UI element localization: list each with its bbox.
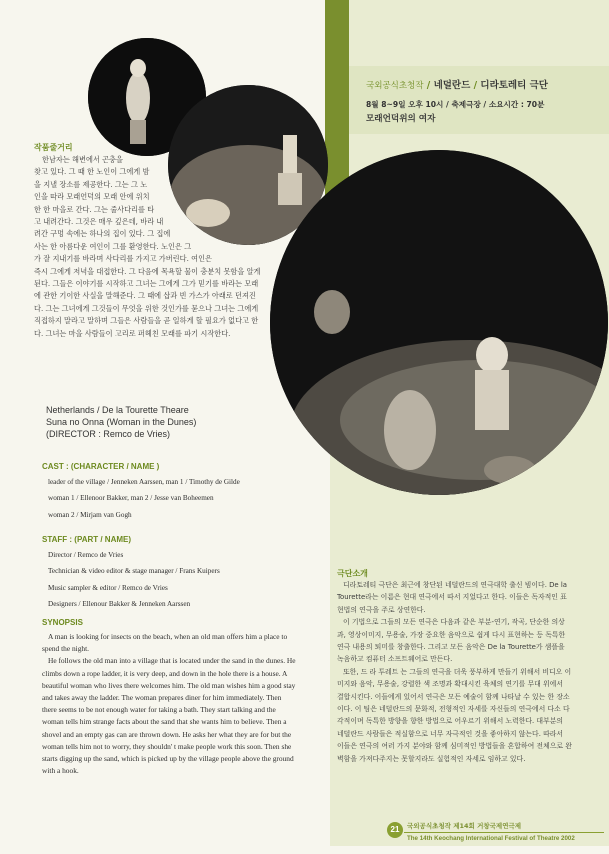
- company-intro-heading: 극단소개: [337, 569, 368, 578]
- text-line: 이 기법으로 그들의 모든 연극은 다음과 같은 부분-연기, 작곡, 단순한 의상: [343, 618, 565, 627]
- staff-line: Music sampler & editor / Remco de Vries: [48, 583, 168, 592]
- category-label: 국외공식초청작: [366, 81, 424, 91]
- schedule-line: 8월 8~9일 오후 10시 / 축제극장 / 소요시간 : 70분: [366, 100, 545, 109]
- production-title-block: [46, 404, 196, 440]
- cast-line: leader of the village / Jenneken Aarssen, man 1 / Timothy de Gilde: [48, 478, 240, 486]
- text-line: and takes away the ladder. The woman prepares diner for him immediately. Then: [42, 693, 282, 703]
- text-line: starts digging up the sand, which is picked up by the village people above the ground: [42, 754, 294, 764]
- text-line: He follows the old man into a village that is located under the sand in the dunes. He: [48, 656, 296, 666]
- text-line: 벽함을 가져다주지는 못할지라도 실험적인 자세로 임하고 있다.: [337, 754, 526, 763]
- cast-list: [48, 476, 240, 521]
- text-line: 미지와 음악, 무용술, 강렬한 색 조명과 확대시킨 육체의 연기를 무대 위에서: [337, 680, 563, 689]
- text-line: 이들은 연극의 여러 가지 분야와 함께 심미적인 방법들을 혼합하여 전체으로 완: [337, 742, 572, 751]
- staff-list: [48, 549, 220, 611]
- text-line: 즉시 그에게 저녁을 대접한다. 그 다음에 목욕할 물이 충분치 못함을 알게: [34, 266, 261, 276]
- production-header: 국외공식초청작 / 네덜란드 / 디라토레티 극단: [366, 80, 548, 91]
- synopsis-en-body: [42, 631, 327, 777]
- staff-line: Technician & video editor & stage manager / Frans Kuipers: [48, 567, 220, 576]
- text-line: 된다. 그들은 이야기를 시작하고 그녀는 그에게 그가 믿기를 바라는 모래: [34, 279, 259, 289]
- text-line: 려간 구멍 속에는 하나의 집이 있다. 그 집에: [34, 229, 171, 239]
- text-line: 에 관한 기이한 사실을 말해준다. 그 때에 삽과 빈 가스가 아래로 던져진: [34, 291, 256, 301]
- text-line: climbs down a rope ladder, it is very deep, and down in the hole there is a house. A: [42, 668, 288, 678]
- text-line: 현법의 연극을 주로 상연한다.: [337, 605, 426, 614]
- text-line: 가 잘 지내기를 바라며 사다리를 가지고 가버린다. 여인은: [34, 254, 212, 264]
- text-line: 찾고 있다. 그 때 한 노인이 그에게 밤: [34, 167, 150, 177]
- text-line: Tourette라는 이름은 현대 연극에서 따서 지었다고 한다. 이들은 독자적인 표: [337, 593, 567, 602]
- synopsis-kr-body: [34, 154, 261, 340]
- synopsis-en-heading: SYNOPSIS: [42, 618, 83, 627]
- cast-line: woman 1 / Ellenoor Bakker, man 2 / Jesse van Boheemen: [48, 494, 214, 503]
- text-line: with a hook.: [42, 766, 79, 776]
- festival-name-kr: 국외공식초청작 제14회 거창국제연극제: [407, 822, 522, 830]
- text-line: spend the night.: [42, 644, 90, 654]
- text-line: 결합시킨다. 이들에게 있어서 연극은 모든 예술이 함께 나타날 수 있는 한 장소: [337, 692, 570, 701]
- text-line: 이다. 이 팀은 네덜란드의 문화적, 전형적인 자세를 자신들의 연극에서 다소 다: [337, 705, 570, 714]
- text-line: 디라토레티 극단은 최근에 창단된 네덜란드의 연극대학 출신 빔이다. De la: [343, 581, 567, 589]
- text-line: 한 한 마을로 간다. 그는 줄사다리를 타: [34, 204, 155, 214]
- text-line: 을 지낼 장소를 제공한다. 그는 그 노: [34, 179, 148, 189]
- company-label: 디라토레티 극단: [480, 80, 548, 91]
- text-line: 네덜란드 사람들은 적실함으로 너무 자극적인 것을 좋아하지 않는다. 따라서: [337, 729, 564, 738]
- text-line: 한남자는 해변에서 곤충을: [42, 155, 123, 164]
- staff-line: Director / Remco de Vries: [48, 551, 124, 559]
- text-line: 사는 한 아름다운 여인이 그를 환영한다. 노인은 그: [34, 241, 192, 251]
- synopsis-kr-heading: 작품줄거리: [34, 143, 73, 152]
- page-number: 21: [387, 822, 403, 838]
- text-line: 녹음하고 컴퓨터 소프트웨어로 만든다.: [337, 655, 453, 664]
- festival-name-en: The 14th Keochang International Festival of Theatre 2002: [407, 835, 575, 842]
- cast-line: woman 2 / Mirjam van Gogh: [48, 510, 132, 519]
- text-line: 직접하지 말라고 말하며 그들은 사람들을 곧 일하게 할 필요가 없다고 한: [34, 316, 259, 326]
- stage-photo-3: [270, 150, 608, 495]
- text-line: woman tells him not to worry, they shouldn' t make people work this soon. Then she: [42, 741, 292, 751]
- text-line: 연극 내용의 퇴미를 창출한다. 그리고 모든 음악은 De la Tourette가 샘플을: [337, 643, 565, 652]
- title-line: Suna no Onna (Woman in the Dunes): [46, 417, 197, 427]
- text-line: 과, 영상이미지, 무용술, 가장 중요한 음악으로 쉽게 다시 표현하는 등 독특한: [337, 630, 566, 639]
- text-line: beautiful woman who lives there welcomes him. The old man wishes him a good stay: [42, 680, 296, 690]
- text-line: 다. 그녀는 마을 사람들이 고리로 퍼헤친 모래를 파기 시작한다.: [34, 328, 231, 338]
- footer-rule: [404, 832, 604, 833]
- country-label: 네덜란드: [433, 80, 471, 91]
- text-line: 다. 그는 그녀에게 그것들이 무엇을 위한 것인가를 묻으나 그녀는 그에게: [34, 303, 259, 313]
- text-line: there seems to be not enough water for taking a bath. They start talking and the: [42, 705, 276, 715]
- staff-line: Designers / Ellenour Bakker & Jenneken Aarssen: [48, 600, 191, 609]
- text-line: A man is looking for insects on the beach, when an old man offers him a place to: [48, 632, 288, 641]
- text-line: shovel and an empty gas can are thrown down. He asks her what they are for but the: [42, 729, 292, 739]
- director-line: (DIRECTOR : Remco de Vries): [46, 429, 171, 439]
- staff-heading: STAFF : (PART / NAME): [42, 535, 132, 544]
- company-intro-body: [337, 579, 605, 765]
- play-title: 모래언덕위의 여자: [366, 114, 436, 124]
- text-line: 고 내려간다. 그것은 매우 깊은데, 바라 내: [34, 217, 164, 227]
- text-line: 또한, 드 라 투레트 는 그들의 연극을 더욱 풍부하게 만들기 위해서 비디오 이: [343, 667, 572, 676]
- cast-heading: CAST : (CHARACTER / NAME ): [42, 462, 160, 471]
- text-line: 인을 따라 모래언덕의 모래 안에 위치: [34, 192, 150, 202]
- text-line: 각적이며 독특한 방향을 향한 방법으로 어우르기 위해서 노력한다. 대부분의: [337, 717, 564, 726]
- company-line: Netherlands / De la Tourette Theare: [46, 405, 189, 415]
- text-line: woman tells him strange facts about the sand that she wants him to believe. Then a: [42, 717, 287, 727]
